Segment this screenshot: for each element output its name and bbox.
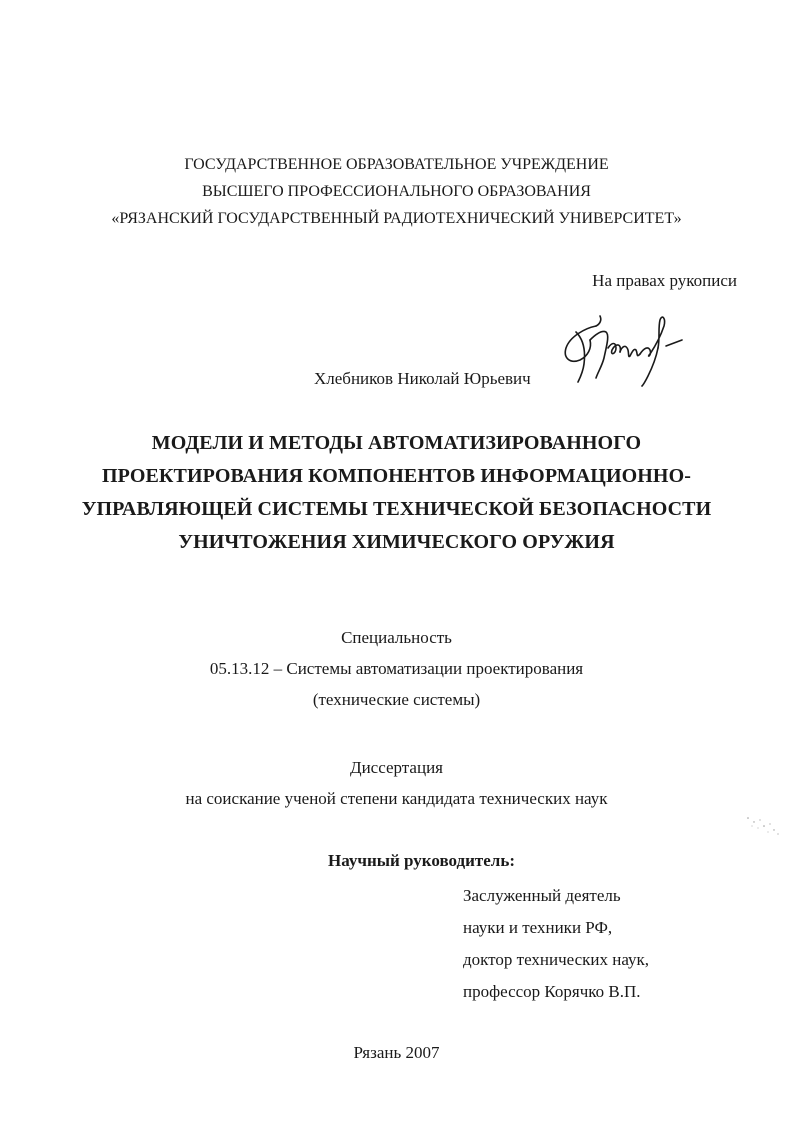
specialty-detail: (технические системы): [312, 690, 481, 709]
author-name: Хлебников Николай Юрьевич: [314, 369, 531, 388]
author-signature: [556, 308, 706, 390]
institution-line-1: ГОСУДАРСТВЕННОЕ ОБРАЗОВАТЕЛЬНОЕ УЧРЕЖДЕНИЕ: [184, 156, 609, 173]
dissertation-purpose: на соискание ученой степени кандидата технических наук: [185, 789, 608, 808]
manuscript-note: На правах рукописи: [592, 271, 737, 290]
advisor-line-2: науки и техники РФ,: [463, 918, 613, 937]
dissertation-block: [0, 752, 793, 814]
specialty-block: [0, 622, 793, 715]
specialty-label: Специальность: [341, 628, 452, 647]
title-line-4: УНИЧТОЖЕНИЯ ХИМИЧЕСКОГО ОРУЖИЯ: [178, 531, 615, 553]
advisor-line-1: Заслуженный деятель: [463, 886, 621, 905]
institution-line-3: «РЯЗАНСКИЙ ГОСУДАРСТВЕННЫЙ РАДИОТЕХНИЧЕСКИЙ УНИВЕРСИТЕТ»: [111, 210, 682, 227]
dissertation-label: Диссертация: [349, 758, 443, 777]
advisor-details: [463, 880, 649, 1008]
advisor-line-4: профессор Корячко В.П.: [463, 982, 641, 1001]
institution-line-2: ВЫСШЕГО ПРОФЕССИОНАЛЬНОГО ОБРАЗОВАНИЯ: [202, 183, 591, 200]
advisor-heading: Научный руководитель:: [328, 851, 515, 870]
title-line-3: УПРАВЛЯЮЩЕЙ СИСТЕМЫ ТЕХНИЧЕСКОЙ БЕЗОПАСНОСТИ: [81, 498, 712, 520]
advisor-line-3: доктор технических наук,: [463, 950, 650, 969]
city-year: Рязань 2007: [353, 1043, 440, 1062]
institution-header: [0, 151, 793, 232]
title-line-1: МОДЕЛИ И МЕТОДЫ АВТОМАТИЗИРОВАННОГО: [151, 432, 642, 454]
dissertation-title: [0, 427, 793, 559]
scan-specks: [742, 812, 782, 842]
title-line-2: ПРОЕКТИРОВАНИЯ КОМПОНЕНТОВ ИНФОРМАЦИОННО-: [101, 465, 691, 487]
specialty-code: 05.13.12 – Системы автоматизации проектирования: [209, 659, 584, 678]
